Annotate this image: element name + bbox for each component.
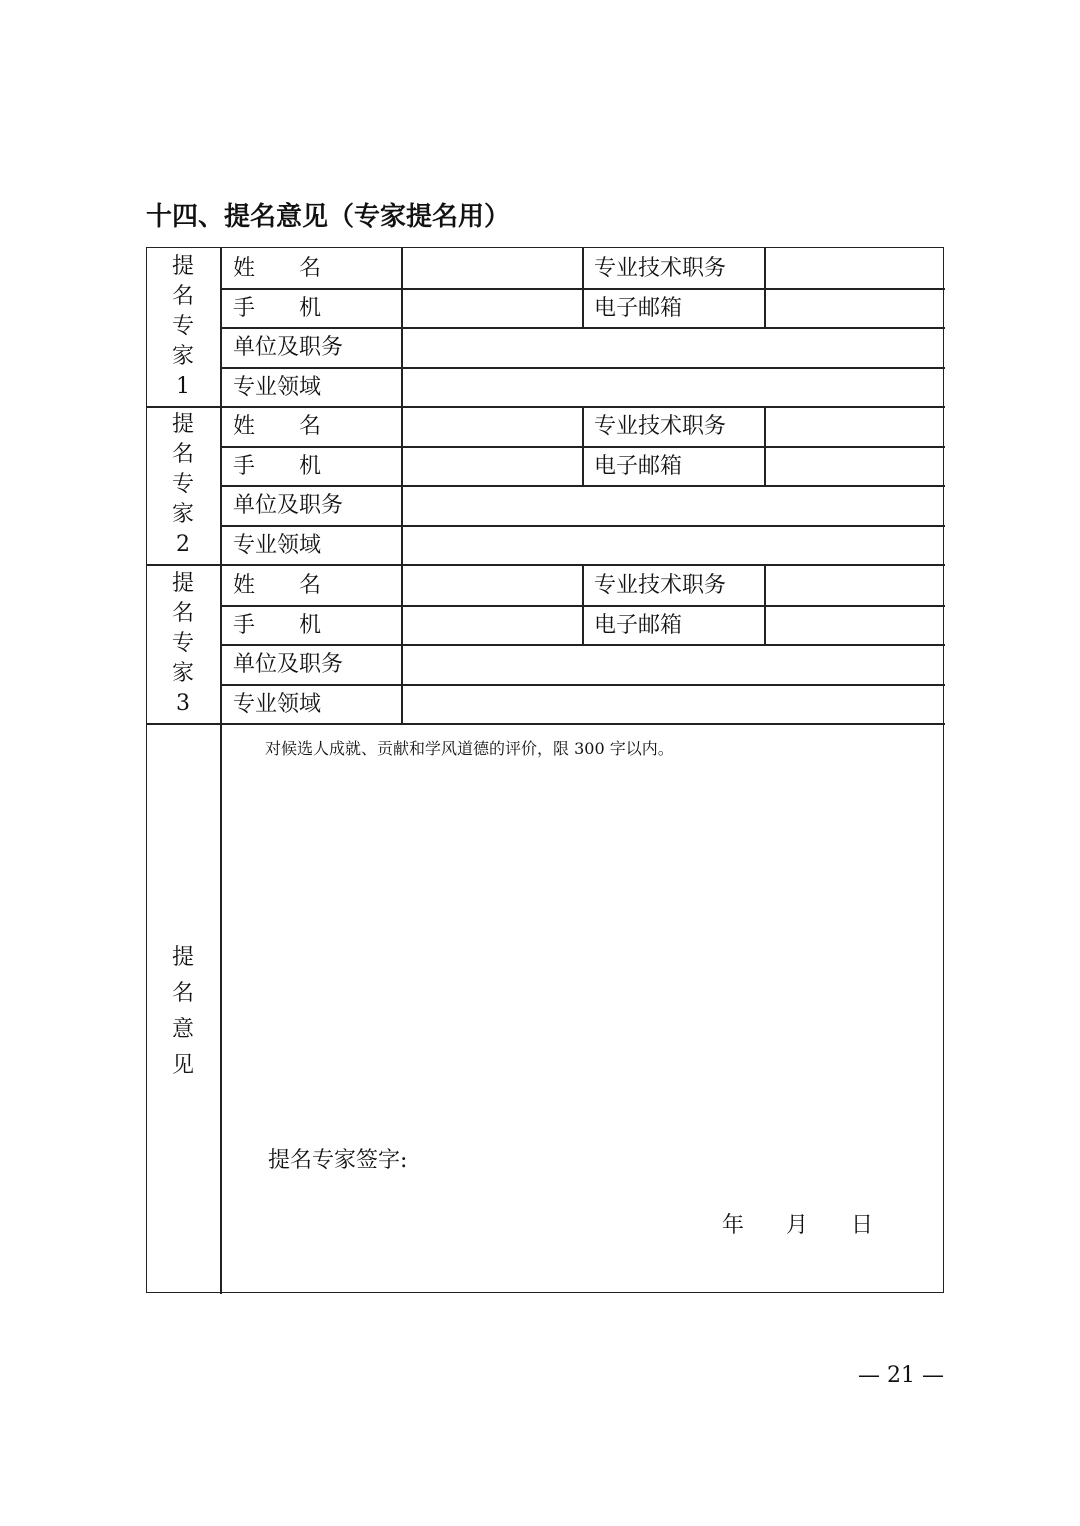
email-label: 电子邮箱 <box>594 454 683 479</box>
date-day-label: 日 <box>851 1213 874 1238</box>
organization-label: 单位及职务 <box>233 652 344 677</box>
opinion-text-area[interactable] <box>223 726 942 1286</box>
phone-label: 手 机 <box>233 296 322 321</box>
phone-label: 手 机 <box>233 613 322 638</box>
side-label-char: 名 <box>171 442 194 467</box>
side-label-char: 专 <box>171 472 194 497</box>
table-divider <box>220 248 222 1294</box>
professional-title-label: 专业技术职务 <box>594 414 727 439</box>
section-title: 十四、提名意见（专家提名用） <box>146 202 511 232</box>
expert-1-side-label <box>168 252 198 402</box>
expert-1-organization-input[interactable] <box>403 329 943 365</box>
side-label-char: 名 <box>171 601 194 626</box>
expert-2-title-input[interactable] <box>766 408 943 444</box>
name-label: 姓 名 <box>233 256 322 281</box>
expert-2-phone-input[interactable] <box>403 448 580 483</box>
professional-title-label: 专业技术职务 <box>594 573 727 598</box>
opinion-hint: 对候选人成就、贡献和学风道德的评价，限 300 字以内。 <box>265 739 674 758</box>
side-label-char: 名 <box>171 981 194 1006</box>
specialty-field-label: 专业领域 <box>233 692 322 717</box>
signature-label: 提名专家签字: <box>268 1148 408 1173</box>
table-divider <box>147 723 945 725</box>
date-month-label: 月 <box>786 1213 809 1238</box>
specialty-field-label: 专业领域 <box>233 533 322 558</box>
page-number: — 21 — <box>858 1363 944 1388</box>
expert-3-title-input[interactable] <box>766 567 943 603</box>
expert-2-side-label <box>168 410 198 560</box>
side-label-char: 意 <box>171 1017 194 1042</box>
expert-1-name-input[interactable] <box>403 250 580 286</box>
table-divider <box>582 565 584 644</box>
side-label-char: 3 <box>176 691 190 716</box>
name-label: 姓 名 <box>233 573 322 598</box>
expert-3-organization-input[interactable] <box>403 646 943 682</box>
expert-3-side-label <box>168 569 198 719</box>
nomination-form-table <box>146 247 944 1293</box>
side-label-char: 名 <box>171 284 194 309</box>
email-label: 电子邮箱 <box>594 296 683 321</box>
expert-2-email-input[interactable] <box>766 448 943 483</box>
side-label-char: 专 <box>171 314 194 339</box>
expert-3-email-input[interactable] <box>766 607 943 642</box>
expert-3-field-input[interactable] <box>403 686 943 721</box>
table-divider <box>582 248 584 327</box>
organization-label: 单位及职务 <box>233 335 344 360</box>
side-label-char: 家 <box>171 502 194 527</box>
organization-label: 单位及职务 <box>233 493 344 518</box>
side-label-char: 见 <box>171 1053 194 1078</box>
date-year-label: 年 <box>722 1213 745 1238</box>
specialty-field-label: 专业领域 <box>233 375 322 400</box>
expert-2-name-input[interactable] <box>403 408 580 444</box>
expert-1-phone-input[interactable] <box>403 290 580 325</box>
side-label-char: 提 <box>171 254 194 279</box>
email-label: 电子邮箱 <box>594 613 683 638</box>
expert-1-field-input[interactable] <box>403 369 943 404</box>
expert-1-email-input[interactable] <box>766 290 943 325</box>
phone-label: 手 机 <box>233 454 322 479</box>
expert-1-title-input[interactable] <box>766 250 943 286</box>
name-label: 姓 名 <box>233 414 322 439</box>
expert-2-organization-input[interactable] <box>403 487 943 523</box>
side-label-char: 提 <box>171 571 194 596</box>
side-label-char: 家 <box>171 661 194 686</box>
side-label-char: 提 <box>171 412 194 437</box>
side-label-char: 1 <box>176 374 190 399</box>
opinion-side-label <box>168 940 198 1084</box>
expert-3-phone-input[interactable] <box>403 607 580 642</box>
expert-2-field-input[interactable] <box>403 527 943 562</box>
professional-title-label: 专业技术职务 <box>594 256 727 281</box>
expert-3-name-input[interactable] <box>403 567 580 603</box>
side-label-char: 专 <box>171 631 194 656</box>
table-divider <box>147 564 945 566</box>
side-label-char: 2 <box>176 532 190 557</box>
side-label-char: 家 <box>171 344 194 369</box>
table-divider <box>582 406 584 485</box>
side-label-char: 提 <box>171 945 194 970</box>
